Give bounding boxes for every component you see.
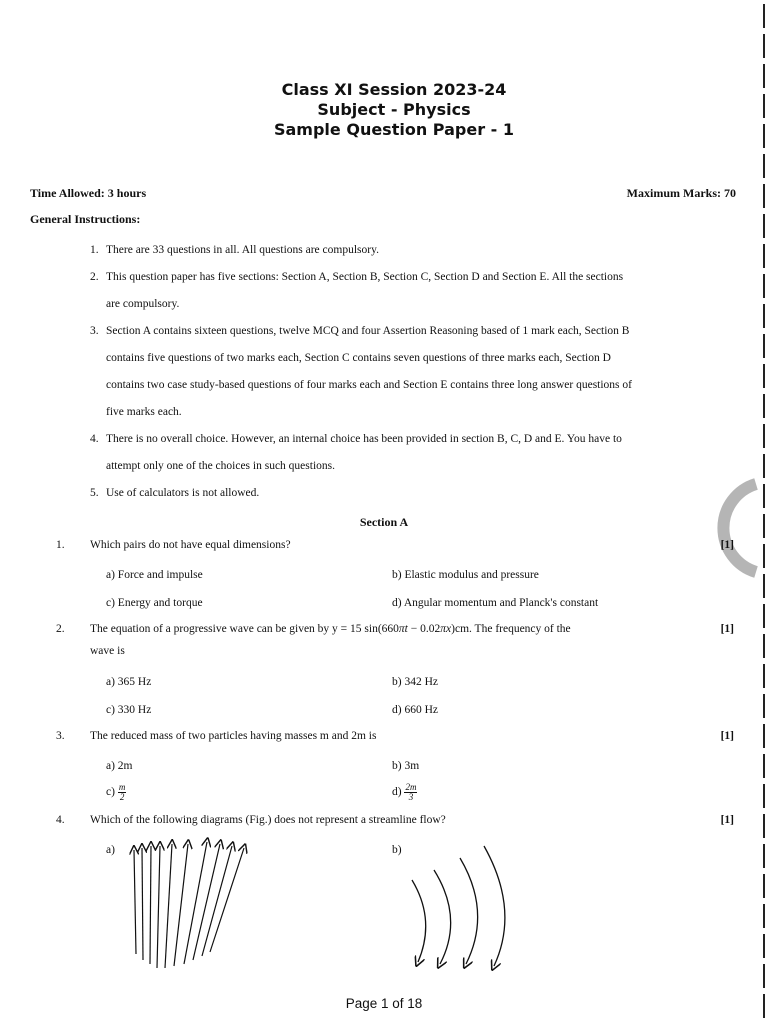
instruction-item: 3. Section A contains sixteen questions, twelve MCQ and four Assertion Reasoning based of 1 mark each, Section B contains five questions of two marks each, Section C contains seven questions of three marks each, Section D contains two case study-based questions of four marks each and Section E contains three long answer questions of five marks each. bbox=[90, 325, 632, 418]
question-2-option-b: b) 342 Hz bbox=[392, 676, 438, 688]
curved-arrows-diagram bbox=[406, 840, 526, 975]
question-1-option-a: a) Force and impulse bbox=[106, 569, 203, 581]
question-3-marks: [1] bbox=[720, 730, 734, 742]
question-3-number: 3. bbox=[56, 730, 65, 742]
instruction-item: 2. This question paper has five sections: Section A, Section B, Section C, Section D and Section E. All the sections are compulsory. bbox=[90, 271, 624, 310]
streamline-arrows-diagram bbox=[124, 836, 256, 976]
question-2-marks: [1] bbox=[720, 623, 734, 635]
question-2-number: 2. bbox=[56, 623, 65, 635]
question-4-option-a: a) bbox=[106, 844, 115, 856]
page-number-footer: Page 1 of 18 bbox=[345, 996, 423, 1011]
instruction-item: 1. There are 33 questions in all. All questions are compulsory. bbox=[90, 244, 379, 256]
instruction-item: 4. There is no overall choice. However, an internal choice has been provided in section B, C, D and E. You have to attempt only one of the choices in such questions. bbox=[90, 433, 622, 472]
question-1-option-c: c) Energy and torque bbox=[106, 597, 203, 609]
fraction: $\frac{m}{2}$ bbox=[118, 782, 126, 802]
question-4-number: 4. bbox=[56, 814, 65, 826]
section-a-title: Section A bbox=[359, 515, 409, 529]
question-4-text: Which of the following diagrams (Fig.) does not represent a streamline flow? bbox=[90, 814, 446, 826]
question-1-option-b: b) Elastic modulus and pressure bbox=[392, 569, 539, 581]
question-1-option-d: d) Angular momentum and Planck's constant bbox=[392, 597, 599, 609]
question-2-option-c: c) 330 Hz bbox=[106, 704, 152, 716]
question-3-option-c: c) $\frac{m}{2}$ bbox=[106, 782, 126, 802]
question-1-text: Which pairs do not have equal dimensions? bbox=[90, 539, 291, 551]
class-session-title: Class XI Session 2023-24 bbox=[281, 80, 507, 99]
paper-title: Sample Question Paper - 1 bbox=[273, 120, 514, 139]
question-4-option-b: b) bbox=[392, 844, 402, 856]
general-instructions-heading: General Instructions: bbox=[30, 212, 141, 226]
paper-header bbox=[0, 80, 768, 140]
subject-title: Subject - Physics bbox=[317, 100, 471, 119]
question-3-option-d: d) $\frac{2m}{3}$ bbox=[392, 782, 417, 802]
question-2-text: The equation of a progressive wave can be given by y = 15 sin(660πt − 0.02πx)cm. The frequency of the wave is bbox=[90, 623, 571, 657]
question-3-option-b: b) 3m bbox=[392, 760, 420, 772]
question-3-option-a: a) 2m bbox=[106, 760, 133, 772]
question-4-marks: [1] bbox=[720, 814, 734, 826]
question-3-text: The reduced mass of two particles having masses m and 2m is bbox=[90, 730, 377, 742]
fraction: $\frac{2m}{3}$ bbox=[405, 782, 417, 802]
maximum-marks: Maximum Marks: 70 bbox=[626, 186, 736, 200]
loading-spinner-icon bbox=[708, 478, 768, 578]
question-2-option-a: a) 365 Hz bbox=[106, 676, 152, 688]
question-1-number: 1. bbox=[56, 539, 65, 551]
time-allowed: Time Allowed: 3 hours bbox=[30, 186, 147, 200]
instruction-item: 5. Use of calculators is not allowed. bbox=[90, 487, 260, 499]
question-2-option-d: d) 660 Hz bbox=[392, 704, 438, 716]
question-1-marks: [1] bbox=[720, 539, 734, 551]
